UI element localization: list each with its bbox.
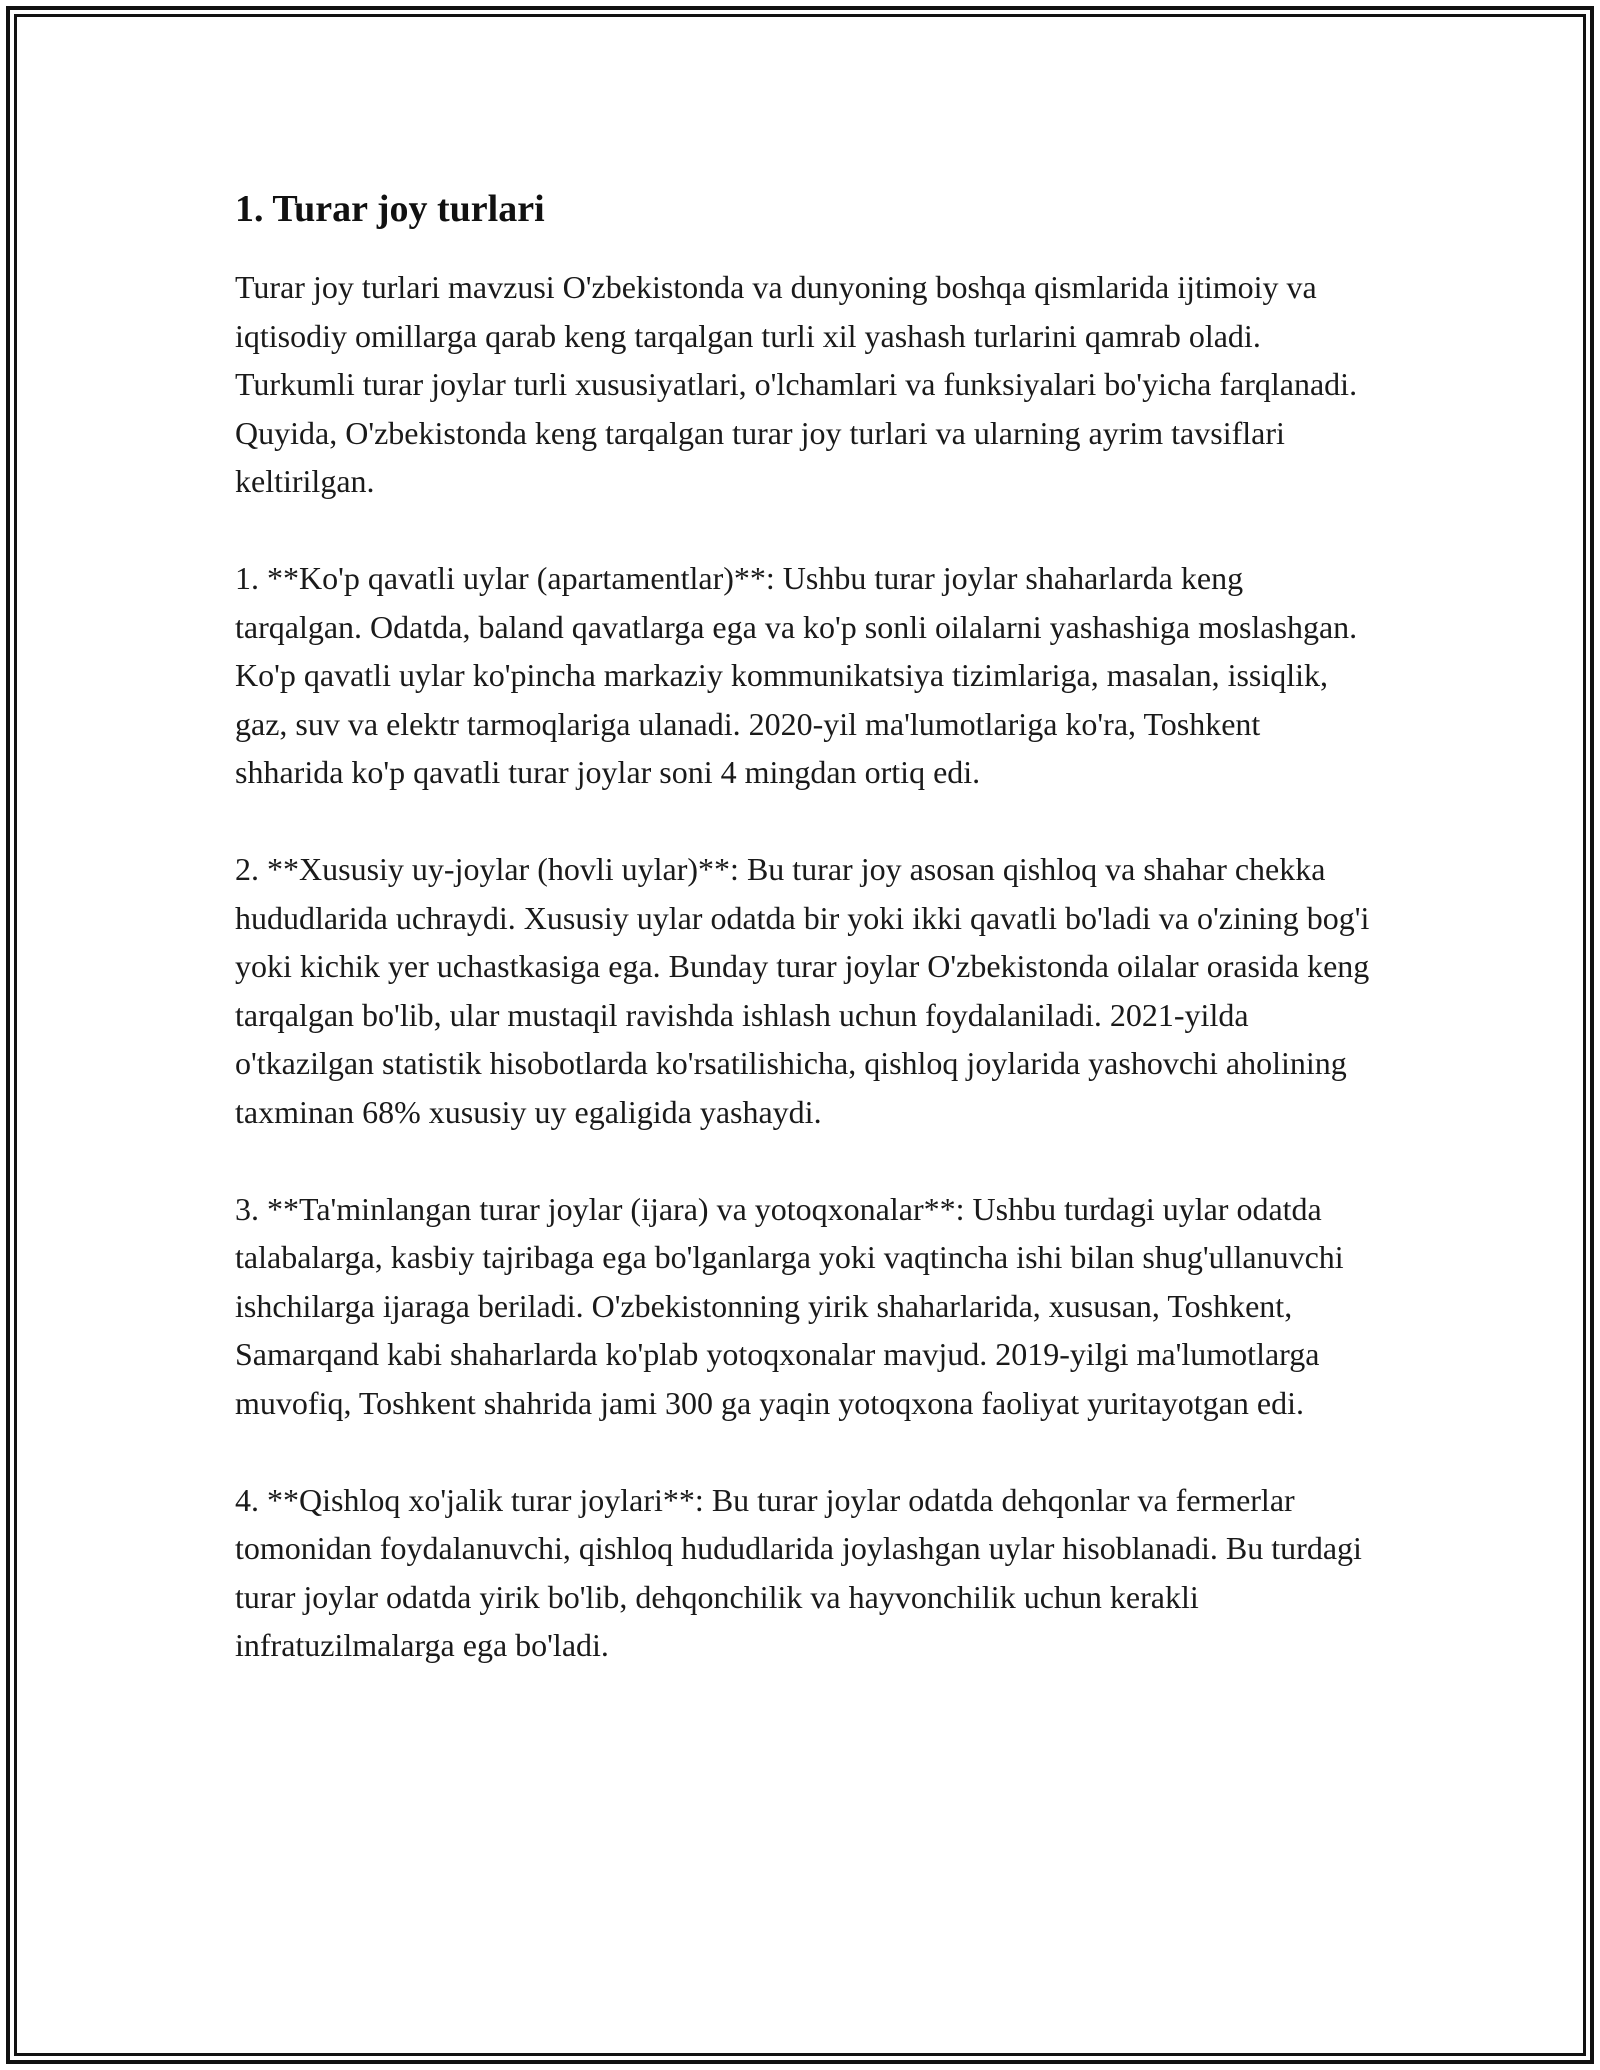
section-heading: 1. Turar joy turlari (235, 188, 545, 230)
list-item-rural-housing: 4. **Qishloq xo'jalik turar joylari**: Bu turar joylar odatda dehqonlar va fermerlar tomonidan foydalanuvchi, qishloq hududlarida joylashgan uylar hisoblanadi. Bu turdagi turar joylar odatda yirik bo'lib, dehqonchilik va hayvonchilik uchun kerakli infratuzilmalarga ega bo'ladi. (235, 1481, 1362, 1663)
list-item-apartments: 1. **Ko'p qavatli uylar (apartamentlar)**: Ushbu turar joylar shaharlarda keng tarqalgan. Odatda, baland qavatlarga ega va ko'p sonli oilalarni yashashiga moslashgan. Ko'p qavatli uylar ko'pincha markaziy kommunikatsiya tizimlariga, masalan, issiqlik, gaz, suv va elektr tarmoqlariga ulanadi. 2020-yil ma'lumotlariga ko'ra, Toshkent shharida ko'p qavatli turar joylar soni 4 mingdan ortiq edi. (235, 560, 1358, 790)
document-body (235, 185, 1375, 1718)
list-item-dormitories: 3. **Ta'minlangan turar joylar (ijara) va yotoqxonalar**: Ushbu turdagi uylar odatda talabalarga, kasbiy tajribaga ega bo'lganlarga yoki vaqtincha ishi bilan shug'ullanuvchi ishchilarga ijaraga beriladi. O'zbekistonning yirik shaharlarida, xususan, Toshkent, Samarqand kabi shaharlarda ko'plab yotoqxonalar mavjud. 2019-yilgi ma'lumotlarga muvofiq, Toshkent shahrida jami 300 ga yaqin yotoqxona faoliyat yuritayotgan edi. (235, 1190, 1344, 1421)
intro-paragraph: Turar joy turlari mavzusi O'zbekistonda va dunyoning boshqa qismlarida ijtimoiy va iqtisodiy omillarga qarab keng tarqalgan turli xil yashash turlarini qamrab oladi. Turkumli turar joylar turli xususiyatlari, o'lchamlari va funksiyalari bo'yicha farqlanadi. Quyida, O'zbekistonda keng tarqalgan turar joy turlari va ularning ayrim tavsiflari keltirilgan. (235, 269, 1358, 499)
list-item-private-houses: 2. **Xususiy uy-joylar (hovli uylar)**: Bu turar joy asosan qishloq va shahar chekka hududlarida uchraydi. Xususiy uylar odatda bir yoki ikki qavatli bo'ladi va o'zining bog'i yoki kichik yer uchastkasiga ega. Bunday turar joylar O'zbekistonda oilalar orasida keng tarqalgan bo'lib, ular mustaqil ravishda ishlash uchun foydalaniladi. 2021-yilda o'tkazilgan statistik hisobotlarda ko'rsatilishicha, qishloq joylarida yashovchi aholining taxminan 68% xususiy uy egaligida yashaydi. (235, 851, 1370, 1130)
